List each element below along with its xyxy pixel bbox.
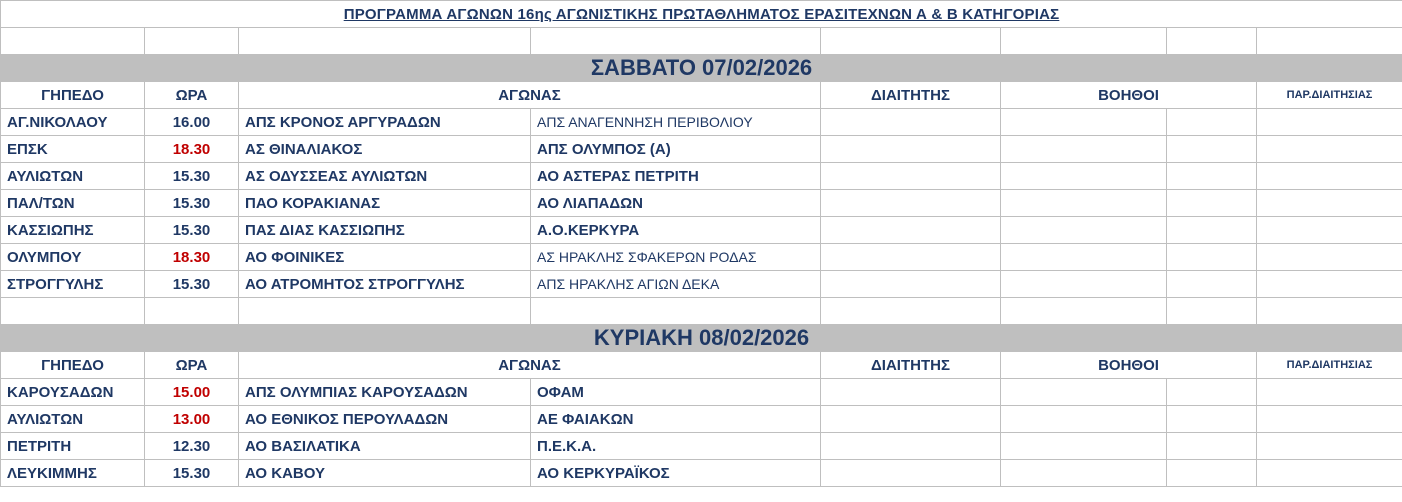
column-header-observer	[1257, 352, 1402, 379]
cell-time	[145, 433, 239, 460]
cell-referee[interactable]	[821, 406, 1001, 433]
cell-referee[interactable]	[821, 379, 1001, 406]
cell-observer[interactable]	[1257, 460, 1402, 487]
cell-observer[interactable]	[1257, 190, 1402, 217]
spacer-row-top-cell-4	[821, 28, 1001, 55]
table-row	[1, 271, 1402, 298]
cell-referee[interactable]	[821, 433, 1001, 460]
cell-away-team-text: ΑΕ ΦΑΙΑΚΩΝ	[537, 410, 634, 428]
cell-assistant-1[interactable]	[1001, 406, 1167, 433]
cell-referee[interactable]	[821, 244, 1001, 271]
cell-venue-text: ΚΑΡΟΥΣΑΔΩΝ	[7, 383, 114, 401]
cell-away-team	[531, 136, 821, 163]
spacer-row-top-cell-7	[1257, 28, 1402, 55]
cell-time	[145, 163, 239, 190]
cell-home-team	[239, 190, 531, 217]
table-row	[1, 406, 1402, 433]
cell-home-team-text: ΑΣ ΘΙΝΑΛΙΑΚΟΣ	[245, 140, 363, 158]
cell-assistant-1[interactable]	[1001, 109, 1167, 136]
cell-away-team-text: ΑΠΣ ΑΝΑΓΕΝΝΗΣΗ ΠΕΡΙΒΟΛΙΟΥ	[537, 114, 753, 130]
cell-assistant-2[interactable]	[1167, 460, 1257, 487]
cell-venue	[1, 163, 145, 190]
column-header-referee	[821, 82, 1001, 109]
cell-observer[interactable]	[1257, 109, 1402, 136]
cell-assistant-2[interactable]	[1167, 136, 1257, 163]
cell-away-team	[531, 406, 821, 433]
column-header-time-text: ΩΡΑ	[175, 86, 208, 104]
cell-venue	[1, 406, 145, 433]
table-row	[1, 109, 1402, 136]
cell-away-team-text: ΑΠΣ ΟΛΥΜΠΟΣ (Α)	[537, 140, 671, 158]
cell-referee[interactable]	[821, 190, 1001, 217]
cell-observer[interactable]	[1257, 379, 1402, 406]
cell-away-team-text: Π.Ε.Κ.Α.	[537, 437, 597, 455]
column-header-venue-text: ΓΗΠΕΔΟ	[41, 356, 104, 374]
cell-home-team-text: ΑΟ ΒΑΣΙΛΑΤΙΚΑ	[245, 437, 361, 455]
cell-away-team-text: ΑΟ ΛΙΑΠΑΔΩΝ	[537, 194, 644, 212]
cell-observer[interactable]	[1257, 244, 1402, 271]
cell-venue-text: ΛΕΥΚΙΜΜΗΣ	[7, 464, 97, 482]
cell-time-text: 18.30	[172, 248, 211, 266]
cell-venue-text: ΟΛΥΜΠΟΥ	[7, 248, 82, 266]
cell-time-text: 15.30	[172, 464, 211, 482]
cell-away-team	[531, 271, 821, 298]
cell-time-text: 16.00	[172, 113, 211, 131]
cell-venue	[1, 109, 145, 136]
spacer-row-mid-cell-7	[1257, 298, 1402, 325]
cell-referee[interactable]	[821, 163, 1001, 190]
cell-assistant-2[interactable]	[1167, 244, 1257, 271]
cell-home-team-text: ΑΟ ΑΤΡΟΜΗΤΟΣ ΣΤΡΟΓΓΥΛΗΣ	[245, 275, 465, 293]
cell-venue-text: ΚΑΣΣΙΩΠΗΣ	[7, 221, 94, 239]
cell-home-team	[239, 406, 531, 433]
cell-time-text: 15.00	[172, 383, 211, 401]
cell-time	[145, 379, 239, 406]
spacer-row-mid-cell-2	[239, 298, 531, 325]
cell-assistant-1[interactable]	[1001, 244, 1167, 271]
cell-time	[145, 244, 239, 271]
cell-assistant-2[interactable]	[1167, 109, 1257, 136]
spacer-row-top-cell-6	[1167, 28, 1257, 55]
cell-away-team	[531, 244, 821, 271]
column-header-referee	[821, 352, 1001, 379]
cell-observer[interactable]	[1257, 271, 1402, 298]
column-header-assistants-text: ΒΟΗΘΟΙ	[1098, 86, 1159, 104]
table-row	[1, 460, 1402, 487]
cell-venue-text: ΑΥΛΙΩΤΩΝ	[7, 410, 84, 428]
cell-home-team-text: ΑΠΣ ΟΛΥΜΠΙΑΣ ΚΑΡΟΥΣΑΔΩΝ	[245, 383, 468, 401]
cell-assistant-2[interactable]	[1167, 379, 1257, 406]
cell-home-team	[239, 433, 531, 460]
cell-assistant-2[interactable]	[1167, 406, 1257, 433]
title-row	[1, 1, 1402, 28]
cell-assistant-1[interactable]	[1001, 460, 1167, 487]
cell-away-team	[531, 109, 821, 136]
day-title: ΚΥΡΙΑΚΗ 08/02/2026	[1, 325, 1402, 352]
cell-venue	[1, 244, 145, 271]
cell-assistant-1[interactable]	[1001, 271, 1167, 298]
column-header-referee-text: ΔΙΑΙΤΗΤΗΣ	[871, 86, 950, 104]
column-header-venue	[1, 82, 145, 109]
cell-away-team-text: ΑΟ ΚΕΡΚΥΡΑΪΚΟΣ	[537, 464, 670, 482]
cell-referee[interactable]	[821, 271, 1001, 298]
spacer-row-mid-cell-6	[1167, 298, 1257, 325]
spacer-row-top-cell-2	[239, 28, 531, 55]
cell-time-text: 15.30	[172, 221, 211, 239]
cell-home-team-text: ΑΣ ΟΔΥΣΣΕΑΣ ΑΥΛΙΩΤΩΝ	[245, 167, 428, 185]
table-row	[1, 244, 1402, 271]
cell-time	[145, 460, 239, 487]
cell-away-team	[531, 190, 821, 217]
cell-assistant-1[interactable]	[1001, 136, 1167, 163]
cell-away-team-text: Α.Ο.ΚΕΡΚΥΡΑ	[537, 221, 640, 239]
cell-referee[interactable]	[821, 217, 1001, 244]
spacer-row-mid-cell-0	[1, 298, 145, 325]
spacer-row-mid-cell-4	[821, 298, 1001, 325]
spacer-row-top-cell-0	[1, 28, 145, 55]
column-header-row	[1, 82, 1402, 109]
column-header-match-text: ΑΓΩΝΑΣ	[498, 356, 561, 374]
cell-venue	[1, 379, 145, 406]
column-header-match	[239, 82, 821, 109]
cell-time	[145, 406, 239, 433]
cell-away-team-text: ΑΟ ΑΣΤΕΡΑΣ ΠΕΤΡΙΤΗ	[537, 167, 699, 185]
cell-assistant-2[interactable]	[1167, 190, 1257, 217]
cell-observer[interactable]	[1257, 406, 1402, 433]
spacer-row-mid-cell-3	[531, 298, 821, 325]
column-header-assistants-text: ΒΟΗΘΟΙ	[1098, 356, 1159, 374]
column-header-assistants	[1001, 352, 1257, 379]
cell-assistant-1[interactable]	[1001, 217, 1167, 244]
spacer-row-top-cell-3	[531, 28, 821, 55]
cell-venue-text: ΠΕΤΡΙΤΗ	[7, 437, 72, 455]
spacer-row-mid-cell-1	[145, 298, 239, 325]
cell-referee[interactable]	[821, 109, 1001, 136]
cell-assistant-1[interactable]	[1001, 190, 1167, 217]
cell-venue-text: ΑΓ.ΝΙΚΟΛΑΟΥ	[7, 113, 108, 131]
cell-assistant-1[interactable]	[1001, 163, 1167, 190]
cell-home-team	[239, 136, 531, 163]
cell-away-team	[531, 379, 821, 406]
cell-referee[interactable]	[821, 136, 1001, 163]
cell-venue	[1, 271, 145, 298]
column-header-observer-text: ΠΑΡ.ΔΙΑΙΤΗΣΙΑΣ	[1286, 359, 1373, 371]
cell-venue	[1, 136, 145, 163]
cell-home-team-text: ΑΟ ΕΘΝΙΚΟΣ ΠΕΡΟΥΛΑΔΩΝ	[245, 410, 449, 428]
spacer-row-top	[1, 28, 1402, 55]
document-title: ΠΡΟΓΡΑΜΜΑ ΑΓΩΝΩΝ 16ης ΑΓΩΝΙΣΤΙΚΗΣ ΠΡΩΤΑΘΛΗΜΑΤΟΣ ΕΡΑΣΙΤΕΧΝΩΝ Α & Β ΚΑΤΗΓΟΡΙΑΣ	[1, 1, 1402, 28]
cell-away-team-text: ΑΠΣ ΗΡΑΚΛΗΣ ΑΓΙΩΝ ΔΕΚΑ	[537, 276, 720, 292]
cell-venue	[1, 460, 145, 487]
cell-away-team-text: ΟΦΑΜ	[537, 383, 584, 401]
column-header-assistants	[1001, 82, 1257, 109]
cell-assistant-2[interactable]	[1167, 217, 1257, 244]
cell-time-text: 18.30	[172, 140, 211, 158]
cell-time	[145, 190, 239, 217]
cell-away-team	[531, 460, 821, 487]
cell-away-team	[531, 433, 821, 460]
column-header-observer	[1257, 82, 1402, 109]
cell-time-text: 12.30	[172, 437, 211, 455]
cell-time-text: 15.30	[172, 194, 211, 212]
cell-time	[145, 271, 239, 298]
cell-time-text: 15.30	[172, 167, 211, 185]
cell-venue	[1, 217, 145, 244]
column-header-time	[145, 82, 239, 109]
cell-assistant-2[interactable]	[1167, 271, 1257, 298]
column-header-match-text: ΑΓΩΝΑΣ	[498, 86, 561, 104]
cell-observer[interactable]	[1257, 217, 1402, 244]
cell-away-team	[531, 217, 821, 244]
spacer-row-top-cell-5	[1001, 28, 1167, 55]
cell-away-team	[531, 163, 821, 190]
cell-home-team-text: ΑΟ ΚΑΒΟΥ	[245, 464, 326, 482]
cell-time-text: 13.00	[172, 410, 211, 428]
table-row	[1, 217, 1402, 244]
spacer-row-top-cell-1	[145, 28, 239, 55]
column-header-observer-text: ΠΑΡ.ΔΙΑΙΤΗΣΙΑΣ	[1286, 89, 1373, 101]
cell-observer[interactable]	[1257, 433, 1402, 460]
cell-assistant-1[interactable]	[1001, 433, 1167, 460]
cell-time	[145, 217, 239, 244]
table-row	[1, 433, 1402, 460]
cell-assistant-2[interactable]	[1167, 433, 1257, 460]
cell-time	[145, 109, 239, 136]
cell-observer[interactable]	[1257, 163, 1402, 190]
cell-home-team	[239, 217, 531, 244]
cell-home-team	[239, 271, 531, 298]
cell-observer[interactable]	[1257, 136, 1402, 163]
cell-referee[interactable]	[821, 460, 1001, 487]
cell-home-team	[239, 460, 531, 487]
cell-home-team	[239, 244, 531, 271]
cell-home-team	[239, 379, 531, 406]
cell-home-team-text: ΠΑΟ ΚΟΡΑΚΙΑΝΑΣ	[245, 194, 381, 212]
cell-home-team-text: ΠΑΣ ΔΙΑΣ ΚΑΣΣΙΩΠΗΣ	[245, 221, 405, 239]
spacer-row-mid	[1, 298, 1402, 325]
column-header-time-text: ΩΡΑ	[175, 356, 208, 374]
cell-home-team-text: ΑΟ ΦΟΙΝΙΚΕΣ	[245, 248, 345, 266]
cell-home-team-text: ΑΠΣ ΚΡΟΝΟΣ ΑΡΓΥΡΑΔΩΝ	[245, 113, 441, 131]
table-row	[1, 163, 1402, 190]
spacer-row-mid-cell-5	[1001, 298, 1167, 325]
table-row	[1, 379, 1402, 406]
column-header-venue-text: ΓΗΠΕΔΟ	[41, 86, 104, 104]
cell-venue-text: ΠΑΛ/ΤΩΝ	[7, 194, 75, 212]
cell-away-team-text: ΑΣ ΗΡΑΚΛΗΣ ΣΦΑΚΕΡΩΝ ΡΟΔΑΣ	[537, 249, 757, 265]
day-header-row	[1, 325, 1402, 352]
cell-assistant-1[interactable]	[1001, 379, 1167, 406]
cell-assistant-2[interactable]	[1167, 163, 1257, 190]
column-header-match	[239, 352, 821, 379]
column-header-time	[145, 352, 239, 379]
cell-venue	[1, 190, 145, 217]
table-row	[1, 190, 1402, 217]
cell-home-team	[239, 109, 531, 136]
cell-home-team	[239, 163, 531, 190]
cell-venue	[1, 433, 145, 460]
column-header-venue	[1, 352, 145, 379]
table-row	[1, 136, 1402, 163]
column-header-row	[1, 352, 1402, 379]
cell-venue-text: ΑΥΛΙΩΤΩΝ	[7, 167, 84, 185]
cell-venue-text: ΣΤΡΟΓΓΥΛΗΣ	[7, 275, 104, 293]
cell-time	[145, 136, 239, 163]
column-header-referee-text: ΔΙΑΙΤΗΤΗΣ	[871, 356, 950, 374]
cell-venue-text: ΕΠΣΚ	[7, 140, 48, 158]
cell-time-text: 15.30	[172, 275, 211, 293]
day-title: ΣΑΒΒΑΤΟ 07/02/2026	[1, 55, 1402, 82]
day-header-row	[1, 55, 1402, 82]
